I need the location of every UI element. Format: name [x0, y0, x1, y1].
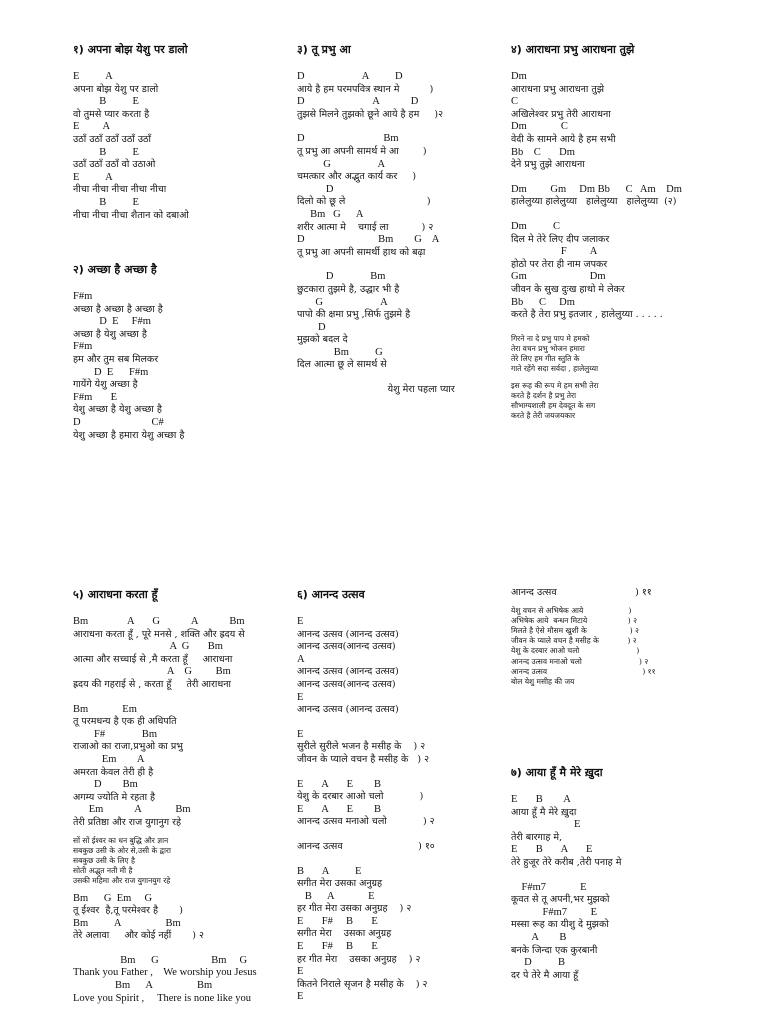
chord-line: A B	[511, 931, 567, 943]
lyric-line: तेरा वचन प्रभु भोजन हमारा	[511, 343, 585, 353]
chord-line: Bm G	[297, 346, 383, 358]
chord-line: E B A	[511, 794, 571, 805]
lyric-line: ह्रदय की गहराई से , करता हूँ तेरी आराधना	[73, 678, 231, 690]
chord-line: D C#	[73, 416, 164, 428]
lyric-line: चमत्कार और अद्भुत कार्य कर )	[297, 171, 417, 183]
lyric-line: अमरता केवल तेरी ही है	[73, 766, 154, 778]
song-7	[511, 765, 741, 982]
lyric-line: दिल आत्मा छू ले सामर्थ से	[297, 359, 387, 371]
chord-line: E	[297, 966, 304, 978]
lyric-line: तेरी प्रतिष्ठा और राज युगानुग रहे	[73, 816, 182, 828]
chord-line: Bb C Dm	[511, 296, 575, 308]
lyric-line: हर गीत मेरा उसका अनुग्रह ) २	[297, 903, 412, 915]
lyric-line: येशु के दरबार आओ चलो )	[297, 791, 424, 803]
line-gap	[297, 717, 497, 729]
lyric-line: सबकुछ उसी के ओर से,उसी के द्वारा	[73, 845, 171, 855]
line-gap	[73, 692, 288, 704]
lyric-line: अच्छा है येशु अच्छा है	[73, 328, 147, 340]
lyric-line: मस्सा रूह का यीशु दे मुझको	[511, 919, 609, 931]
chord-line: B E	[73, 196, 139, 208]
chord-line: D E F#m	[73, 316, 151, 328]
lyric-line: बनके जिन्दा एक कुरबानी	[511, 944, 598, 956]
lyric-line: गाते रहेंगे सदा सर्वदा , हालेलुय्या	[511, 364, 599, 374]
lyric-line: तुझसे मिलने तुझको छूने आये है हम )२	[297, 108, 444, 120]
lyric-line: आनन्द उत्सव ) ११	[511, 666, 656, 676]
chord-line: Bm G Bm G	[73, 954, 248, 966]
lyric-line: आनन्द उत्सव(आनन्द उत्सव)	[297, 678, 396, 690]
chord-line: A G Bm	[73, 641, 223, 653]
lyric-line: वो तुमसे प्यार करता है	[73, 108, 150, 120]
chord-line: F#m7 E	[511, 906, 598, 918]
song-title: ६) आनन्द उत्सव	[297, 588, 365, 601]
line-gap	[297, 121, 497, 133]
chord-line: B A E	[297, 890, 375, 902]
lyric-line: जीवन के प्याले वचन है मसीह के ) २	[297, 753, 430, 765]
song-5	[73, 587, 288, 1005]
line-gap	[297, 854, 497, 866]
lyric-line: राजाओ का राजा,प्रभुओ का प्रभु	[73, 741, 183, 753]
chord-line: A	[297, 653, 305, 665]
line-gap	[297, 372, 497, 384]
song-2	[73, 262, 278, 442]
chord-line: E	[297, 991, 304, 1003]
chord-line: C	[511, 96, 519, 108]
chord-line: Bm G Em G	[73, 892, 153, 904]
lyric-line: वेदी के सामने आये है हम सभी	[511, 133, 616, 145]
song-6-continued	[511, 587, 741, 687]
chord-line: Bb C Dm	[511, 146, 575, 158]
lyric-line: करते है तेरा प्रभु इतजार , हालेलुय्या . . . . .	[511, 309, 663, 321]
lyric-line: सों सों ईश्वर का धन बुद्धि और ज्ञान	[73, 835, 169, 845]
lyric-line: पापो की क्षमा प्रभु ,सिर्फ तुझमे है	[297, 309, 411, 321]
chord-line: A G Bm	[73, 666, 231, 678]
lyric-line: हम और तुम सब मिलकर	[73, 353, 159, 365]
chord-line: D	[297, 183, 334, 195]
lyric-line: उठाँ उठाँ उठाँ उठाँ उठाँ	[73, 133, 152, 145]
chord-line: F#m E	[73, 391, 118, 403]
chord-line: D A D	[297, 96, 419, 108]
chord-line: Em A	[73, 753, 145, 765]
chord-line: Bm A Bm	[73, 980, 213, 992]
chord-line: E F# B E	[297, 915, 378, 927]
lyric-line: हर गीत मेरा उसका अनुग्रह ) २	[297, 953, 421, 965]
lyric-line: आये है हम परमपवित्र स्थान मे )	[297, 83, 434, 95]
lyric-line: आत्मा और सच्चाई से ,मै करता हूँ आराधना	[73, 653, 233, 665]
lyric-line: करते है दर्शन है प्रभु तेरा	[511, 390, 577, 400]
chord-line: F# Bm	[73, 728, 158, 740]
chord-line: E B A E	[511, 844, 593, 856]
chord-line: Bm Em	[73, 703, 137, 715]
song-title: ७) आया हूँ मै मेरे ख़ुदा	[511, 766, 603, 779]
lyric-line: येशु अच्छा है हमारा येशु अच्छा है	[73, 429, 185, 441]
lyric-line: सुरीले सुरीले भजन है मसीह के ) २	[297, 741, 426, 753]
lyric-line: आनन्द उत्सव (आनन्द उत्सव)	[297, 666, 399, 678]
lyric-line: नीचा नीचा नीचा शैतान को दबाओ	[73, 209, 189, 221]
line-gap	[511, 870, 741, 882]
song-title: ५) आराधना करता हूँ	[73, 588, 158, 601]
lyric-line: जीवन के सुख दुःख हाथो मे लेकर	[511, 283, 625, 295]
chord-line: Thank you Father , We worship you Jesus	[73, 967, 257, 979]
chord-line: Em A Bm	[73, 804, 191, 816]
lyric-line: आनन्द उत्सव(आनन्द उत्सव)	[297, 641, 396, 653]
lyric-line: दिल मे तेरे लिए दीप जलाकर	[511, 233, 610, 245]
lyric-line: आनन्द उत्सव मनाओ चलो ) २	[297, 816, 435, 828]
lyric-line: येशु वचन से अभिषेक आये )	[511, 605, 632, 615]
lyric-line: सगीत मेरा उसका अनुग्रह	[297, 878, 383, 890]
lyric-line: अगम्य ज्योति मे रहता है	[73, 791, 156, 803]
lyric-line: आनन्द उत्सव मनाओ चलो ) २	[511, 656, 649, 666]
chord-line: G A	[297, 296, 388, 308]
lyric-line: अभिषेक आये बन्धन मिटाये ) २	[511, 615, 637, 625]
line-gap	[511, 209, 741, 221]
lyric-line: मिलते है ऐसे मौसम खुशी के ) २	[511, 626, 639, 635]
lyric-line: आया हूँ मै मेरे ख़ुदा	[511, 806, 577, 818]
chord-line: G A	[297, 158, 386, 170]
song-1	[73, 42, 278, 222]
lyric-line: उठाँ उठाँ उठाँ वो उठाओ	[73, 159, 156, 171]
lyric-line: नीचा नीचा नीचा नीचा नीचा	[73, 184, 167, 196]
song-title: ४) आराधना प्रभु आराधना तुझे	[511, 43, 635, 56]
lyric-line: अच्छा है अच्छा है अच्छा है	[73, 303, 163, 315]
lyric-line: आनन्द उत्सव ) १०	[297, 840, 435, 852]
line-gap	[511, 172, 741, 184]
chord-line: B E	[73, 146, 139, 158]
line-gap	[73, 943, 288, 955]
lyric-line: हालेलुय्या हालेलुय्या हालेलुय्या हालेलुय्या (२)	[511, 196, 677, 208]
lyric-line: बोल येशु मसीह की जय	[511, 677, 575, 687]
chord-line: E F# B E	[297, 941, 378, 953]
chord-line: E	[297, 691, 304, 703]
chord-line: E A	[73, 71, 113, 82]
chord-line: E	[511, 819, 581, 831]
chord-line: E A E B	[297, 803, 382, 815]
lyric-line: आराधना करता हूँ , पूरे मनसे , शक्ति और ह्रदय से	[73, 628, 245, 640]
song-6	[297, 587, 497, 1004]
lyric-line: गिरने ना दे प्रभु पाप मे हमको	[511, 333, 590, 343]
lyric-line: तू परमधन्य है एक ही अधिपति	[73, 716, 177, 728]
chord-line: D E F#m	[73, 366, 149, 378]
chord-line: E	[297, 728, 304, 740]
lyric-line: कितने निराले सृजन है मसीह के ) २	[297, 978, 428, 990]
chord-line: F#m	[73, 341, 93, 353]
chord-line: Dm C	[511, 220, 561, 232]
lyric-line: दर पे तेरे मै आया हूँ	[511, 969, 579, 981]
chord-line: D Bm	[73, 779, 138, 791]
line-gap	[297, 767, 497, 779]
lyric-line: आनन्द उत्सव ) ११	[511, 587, 652, 598]
lyric-line: होठो पर तेरा ही नाम जपकर	[511, 258, 608, 270]
chord-line: F#m	[73, 291, 93, 302]
chord-line: B A E	[297, 865, 362, 877]
lyric-line: शरीर आत्मा मे चगाई ला ) २	[297, 221, 434, 233]
chord-line: Gm Dm	[511, 271, 606, 283]
lyric-line: अखिलेश्वर प्रभु तेरी आराधना	[511, 108, 611, 120]
lyric-line: छुटकारा तुझमे है, उद्धार भी है	[297, 283, 400, 295]
chord-line: E	[297, 616, 304, 627]
lyric-line: आराधना प्रभु आराधना तुझे	[511, 83, 605, 95]
chord-line: D Bm	[297, 271, 386, 283]
lyric-line: सबकुछ उसी के लिए है	[73, 855, 135, 865]
lyric-line: जीवन के प्याले वचन है मसीह के ) २	[511, 636, 637, 646]
song-4	[511, 42, 741, 421]
chord-line: E A	[73, 171, 113, 183]
chord-line: Bm A G A Bm	[73, 616, 245, 627]
lyric-line: मुझको बदल दे	[297, 334, 348, 346]
lyric-line: येशु मेरा पहला प्यार	[297, 384, 455, 396]
lyric-line: दिलो को छू ले )	[297, 196, 431, 208]
chord-line: B E	[73, 96, 139, 108]
lyric-line: तू ईश्वर है,तू परमेश्वर है )	[73, 905, 183, 917]
song-title: ३) तू प्रभु आ	[297, 43, 351, 56]
lyric-line: उसकी महिमा और राज युगानयुग रहे	[73, 876, 171, 886]
chord-line: D	[297, 321, 326, 333]
chord-line: D A D	[297, 71, 403, 82]
song-title: २) अच्छा है अच्छा है	[73, 263, 157, 276]
lyric-line: तू प्रभु आ अपनी सामर्थ मे आ )	[297, 145, 427, 157]
chord-line: Love you Spirit , There is none like you	[73, 992, 251, 1004]
song-title: १) अपना बोझ येशु पर डालो	[73, 43, 188, 56]
line-gap	[297, 829, 497, 841]
chord-line: E A	[73, 121, 111, 133]
lyric-line: येशु अच्छा है येशु अच्छा है	[73, 404, 162, 416]
lyric-line: सगीत मेरा उसका अनुग्रह	[297, 928, 392, 940]
line-gap	[297, 259, 497, 271]
lyric-line: आनन्द उत्सव (आनन्द उत्सव)	[297, 704, 399, 716]
lyric-line: तेरे लिए हम गीत स्तुति के	[511, 354, 580, 364]
lyric-line: सौभाग्यशाली हम देवदूत के सग	[511, 400, 596, 410]
chord-line: D B	[511, 957, 565, 969]
chord-line: Dm	[511, 71, 527, 82]
lyric-line: तेरे हुजूर तेरे करीब ,तेरी पनाह मे	[511, 856, 622, 868]
lyric-line: इस रूह की रूप मे हम सभी तेरा	[511, 380, 599, 390]
chord-line: D Bm G A	[297, 234, 440, 246]
chord-line: Bm G A	[297, 208, 364, 220]
lyric-line: तू प्रभु आ अपनी सामर्थी हाथ को बढ़ा	[297, 246, 426, 258]
lyric-line: कूवत से तू अपनी,भर मुझको	[511, 894, 610, 906]
lyric-line: सोती अद्भुत नती मी है	[73, 866, 133, 876]
lyric-line: करते है तेरी जयजयकार	[511, 411, 576, 421]
song-3	[297, 42, 497, 397]
line-gap	[511, 322, 741, 334]
chord-line: D Bm	[297, 133, 399, 145]
chord-line: Bm A Bm	[73, 917, 181, 929]
lyric-line: तेरी बारगाह मे,	[511, 831, 563, 843]
chord-line: F#m7 E	[511, 881, 587, 893]
chord-line: Dm Gm Dm Bb C Am Dm	[511, 183, 682, 195]
lyric-line: आनन्द उत्सव (आनन्द उत्सव)	[297, 628, 399, 640]
lyric-line: देने प्रभु तुझे आराधना	[511, 159, 585, 171]
lyric-line: गायेंगे येशु अच्छा है	[73, 379, 138, 391]
lyric-line: अपना बोझ येशु पर डालो	[73, 83, 159, 95]
chord-line: Dm C	[511, 121, 568, 133]
lyric-line: येशु के दरबार आओ चलो )	[511, 646, 640, 656]
chord-line: E A E B	[297, 778, 382, 790]
lyric-line: तेरे अलावा और कोई नहीं ) २	[73, 930, 204, 942]
chord-line: F A	[511, 246, 598, 258]
